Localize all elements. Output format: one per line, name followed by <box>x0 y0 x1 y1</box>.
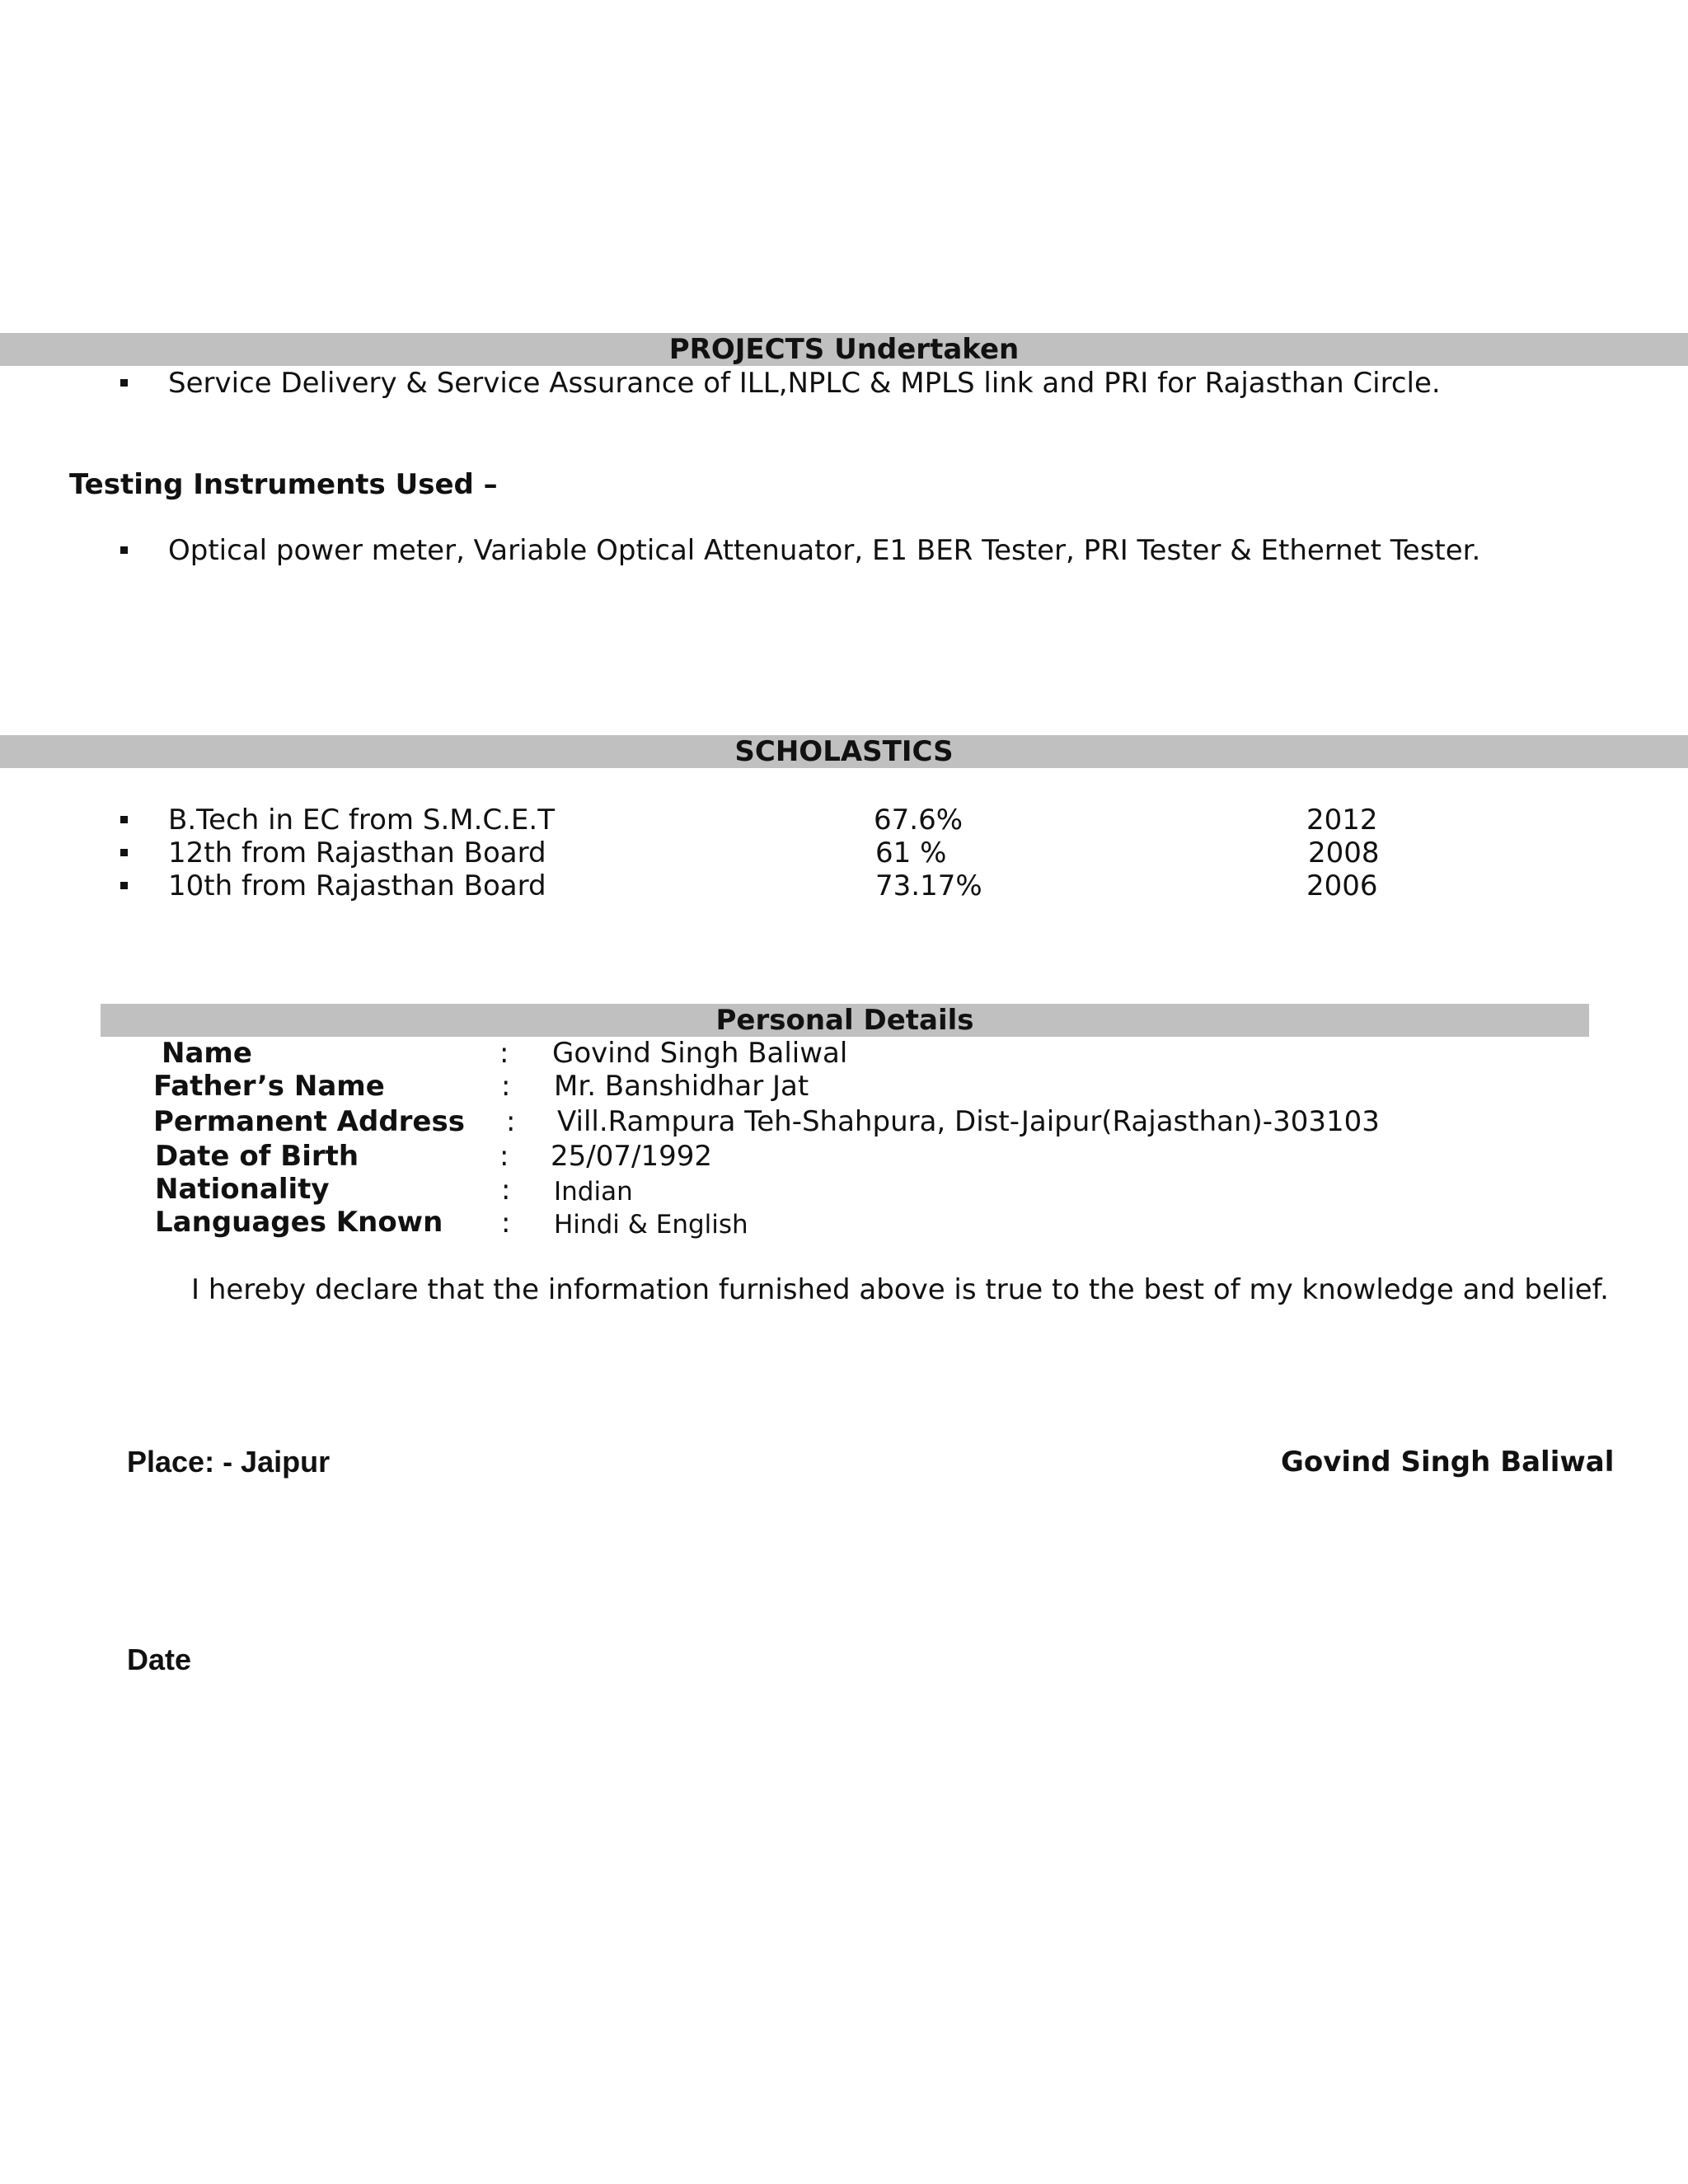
personal-value: Hindi & English <box>554 1210 748 1240</box>
declaration: I hereby declare that the information furnished above is true to the best of my knowledge and belief. <box>191 1273 1609 1306</box>
signature-name: Govind Singh Baliwal <box>1281 1446 1615 1479</box>
personal-separator: : <box>501 1070 511 1103</box>
scholastic-course: 10th from Rajasthan Board <box>168 869 546 902</box>
testing-heading: Testing Instruments Used – <box>69 468 498 501</box>
scholastics-heading: SCHOLASTICS <box>0 735 1688 768</box>
personal-label: Permanent Address <box>153 1105 465 1138</box>
bullet-icon <box>120 546 128 554</box>
personal-value: Indian <box>554 1177 633 1207</box>
place: Place: - Jaipur <box>127 1445 331 1479</box>
project-item: Service Delivery & Service Assurance of ILL,NPLC & MPLS link and PRI for Rajasthan Circle. <box>168 367 1441 400</box>
bullet-icon <box>120 379 128 387</box>
personal-separator: : <box>499 1140 509 1173</box>
personal-label: Name <box>162 1037 252 1070</box>
scholastic-year: 2012 <box>1306 804 1378 837</box>
personal-label: Languages Known <box>155 1206 443 1239</box>
personal-separator: : <box>499 1037 509 1070</box>
scholastic-course: B.Tech in EC from S.M.C.E.T <box>168 804 555 837</box>
personal-separator: : <box>506 1105 516 1138</box>
scholastic-year: 2006 <box>1306 869 1378 902</box>
personal-label: Father’s Name <box>153 1070 385 1103</box>
bullet-icon <box>120 816 128 823</box>
personal-value: Govind Singh Baliwal <box>552 1037 848 1070</box>
personal-label: Nationality <box>155 1173 330 1206</box>
personal-separator: : <box>501 1174 511 1207</box>
scholastic-score: 61 % <box>875 837 947 869</box>
personal-value: Mr. Banshidhar Jat <box>554 1070 809 1103</box>
personal-value: Vill.Rampura Teh-Shahpura, Dist-Jaipur(Rajasthan)-303103 <box>557 1105 1380 1138</box>
scholastic-course: 12th from Rajasthan Board <box>168 837 546 869</box>
testing-item: Optical power meter, Variable Optical Attenuator, E1 BER Tester, PRI Tester & Ethernet Tester. <box>168 534 1481 567</box>
personal-value: 25/07/1992 <box>551 1140 712 1173</box>
scholastic-score: 67.6% <box>874 804 964 837</box>
personal-separator: : <box>501 1207 511 1240</box>
bullet-icon <box>120 849 128 856</box>
bullet-icon <box>120 882 128 889</box>
scholastic-year: 2008 <box>1308 837 1380 869</box>
personal-label: Date of Birth <box>155 1140 359 1173</box>
date-label: Date <box>127 1643 192 1676</box>
personal-heading: Personal Details <box>101 1004 1589 1037</box>
projects-heading: PROJECTS Undertaken <box>0 333 1688 366</box>
scholastic-score: 73.17% <box>875 869 982 902</box>
